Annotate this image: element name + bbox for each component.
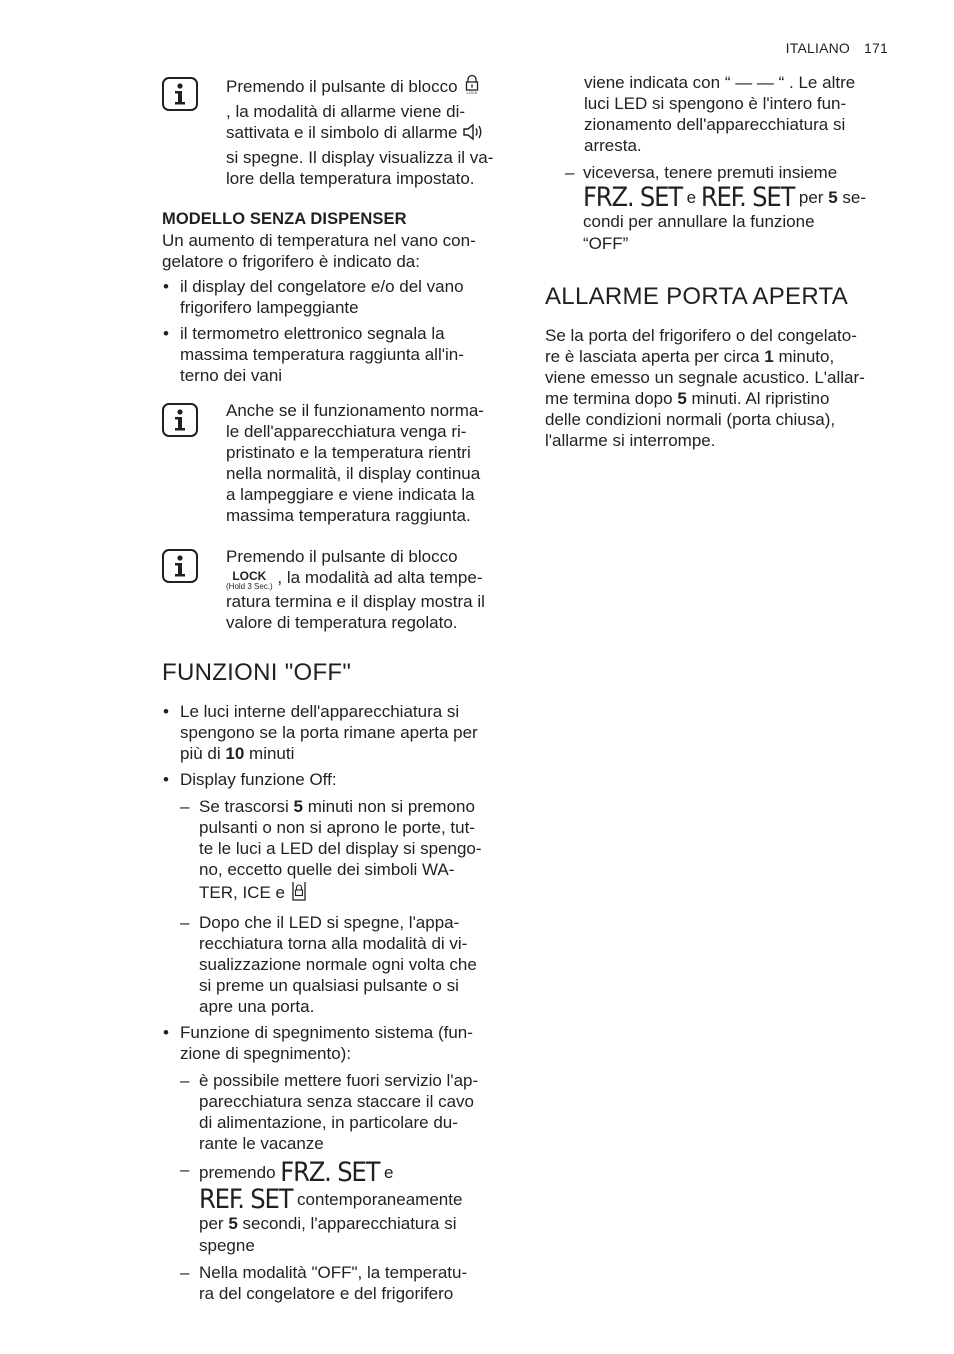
lock-label-subtext: (Hold 3 Sec.)	[226, 582, 273, 591]
sublist-text: rante le vacanze	[199, 1134, 324, 1153]
system-off-sublist	[180, 1070, 514, 1304]
note3-line-c: ratura termina e il display mostra il	[226, 592, 485, 611]
sublist-text: e	[383, 1163, 394, 1182]
door-alarm-paragraph	[545, 325, 900, 451]
number-highlight: 5	[828, 188, 838, 207]
sublist-text: Dopo che il LED si spegne, l'appa-	[199, 913, 460, 932]
info-icon	[162, 77, 198, 111]
number-highlight: 5	[677, 389, 687, 408]
door-text: minuti. Al ripristino	[691, 389, 830, 408]
sublist-item	[180, 912, 514, 1017]
info-icon	[162, 403, 198, 437]
list-item-text: più di	[180, 744, 221, 763]
note1-line-a: Premendo il pulsante di blocco	[226, 77, 458, 96]
sublist-text: ra del congelatore e del frigorifero	[199, 1284, 454, 1303]
sublist-text: parecchiatura senza staccare il cavo	[199, 1092, 474, 1111]
sublist-text: per	[798, 188, 824, 207]
door-text: minuto,	[778, 347, 835, 366]
sublist-text: pulsanti o non si aprono le porte, tut-	[199, 818, 475, 837]
note3-line-d: valore di temperatura regolato.	[226, 613, 458, 632]
info-note-1	[162, 74, 514, 189]
sublist-text: premendo	[199, 1163, 276, 1182]
sublist-text: e	[686, 188, 697, 207]
sublist-text: per	[199, 1214, 224, 1233]
list-item-text: spengono se la porta rimane aperta per	[180, 723, 478, 742]
note2-line: Anche se il funzionamento norma-	[226, 401, 484, 420]
left-column	[162, 74, 514, 1309]
list-item-text: zione di spegnimento):	[180, 1044, 352, 1063]
svg-text:LOCK: LOCK	[466, 90, 478, 95]
ref-set-button-label: REF. SET	[700, 182, 795, 213]
list-item	[162, 323, 514, 386]
list-item	[162, 769, 514, 1017]
sublist-text: spegne	[199, 1236, 255, 1255]
cont-line: zionamento dell'apparecchiatura si	[584, 115, 846, 134]
sublist-item	[180, 1262, 514, 1304]
list-item-text: il display del congelatore e/o del vano	[180, 277, 464, 296]
lock-icon	[462, 74, 482, 101]
note2-line: pristinato e la temperatura rientri	[226, 443, 471, 462]
cont-line: viene indicata con “ — — “ . Le altre	[584, 73, 856, 92]
page-number: 171	[864, 40, 888, 56]
sublist-text: se-	[842, 188, 867, 207]
heading-door-alarm: ALLARME PORTA APERTA	[545, 283, 848, 310]
list-item-text: minuti	[249, 744, 295, 763]
note2-line: massima temperatura raggiunta.	[226, 506, 471, 525]
lock-label-text: LOCK	[232, 569, 267, 583]
sublist-text: è possibile mettere fuori servizio l'ap-	[199, 1071, 479, 1090]
sublist-text: di alimentazione, in particolare du-	[199, 1113, 458, 1132]
sublist-item	[180, 1070, 514, 1154]
list-item-text: Funzione di spegnimento sistema (fun-	[180, 1023, 473, 1042]
sublist-item	[180, 796, 514, 907]
door-text: me termina dopo	[545, 389, 673, 408]
info-note-3	[162, 546, 514, 633]
off-functions-list	[162, 701, 514, 1304]
door-text: viene emesso un segnale acustico. L'allar-	[545, 368, 865, 387]
sublist-text: Se trascorsi	[199, 797, 289, 816]
continued-paragraph	[545, 72, 900, 156]
sublist-text: contemporaneamente	[297, 1190, 463, 1209]
intro-line-1: Un aumento di temperatura nel vano con-	[162, 231, 476, 250]
info-icon	[162, 549, 198, 583]
frz-set-button-label: FRZ. SET	[280, 1157, 380, 1188]
intro-paragraph	[162, 230, 514, 272]
lock-button-label	[226, 570, 273, 591]
note2-line: a lampeggiare e viene indicata la	[226, 485, 475, 504]
header-language: ITALIANO	[785, 40, 851, 56]
reverse-sublist	[563, 162, 900, 255]
note1-line-d: si spegne. Il display visualizza il va-	[226, 148, 494, 167]
heading-functions-off: FUNZIONI "OFF"	[162, 659, 352, 686]
note2-line: le dell'apparecchiatura venga ri-	[226, 422, 467, 441]
list-item-text: massima temperatura raggiunta all'in-	[180, 345, 464, 364]
page-header	[786, 38, 888, 59]
list-item-text: terno dei vani	[180, 366, 283, 385]
frz-set-button-label: FRZ. SET	[583, 182, 682, 213]
sublist-text: minuti non si premono	[307, 797, 475, 816]
list-item	[162, 1022, 514, 1304]
sublist-text: TER, ICE e	[199, 883, 285, 902]
note1-line-e: lore della temperatura impostato.	[226, 169, 475, 188]
sublist-text: secondi, l'apparecchiatura si	[242, 1214, 457, 1233]
list-item-text: Le luci interne dell'apparecchiatura si	[180, 702, 460, 721]
indicators-list	[162, 276, 514, 386]
alarm-sound-icon	[462, 122, 484, 147]
note2-line: nella normalità, il display continua	[226, 464, 481, 483]
sublist-text: recchiatura torna alla modalità di vi-	[199, 934, 468, 953]
ref-set-button-label: REF. SET	[199, 1184, 293, 1215]
sublist-text: “OFF”	[583, 234, 629, 253]
note1-line-c: sattivata e il simbolo di allarme	[226, 123, 458, 142]
sublist-text: sualizzazione normale ogni volta che	[199, 955, 477, 974]
cont-line: arresta.	[584, 136, 642, 155]
list-item-text: Display funzione Off:	[180, 770, 337, 789]
door-text: l'allarme si interrompe.	[545, 431, 716, 450]
sublist-text: condi per annullare la funzione	[583, 212, 815, 231]
sublist-text: viceversa, tenere premuti insieme	[583, 163, 838, 182]
sublist-text: Nella modalità "OFF", la temperatu-	[199, 1263, 468, 1282]
lock-small-icon	[290, 880, 308, 907]
sublist-item	[563, 162, 900, 255]
cont-line: luci LED si spengono è l'intero fun-	[584, 94, 847, 113]
right-column	[545, 72, 900, 451]
note3-line-b: , la modalità ad alta tempe-	[277, 568, 483, 587]
info-note-2	[162, 400, 514, 526]
door-text: delle condizioni normali (porta chiusa),	[545, 410, 836, 429]
sublist-text: no, eccetto quelle dei simboli WA-	[199, 860, 455, 879]
list-item-text: frigorifero lampeggiante	[180, 298, 359, 317]
note3-line-a: Premendo il pulsante di blocco	[226, 547, 458, 566]
sublist-text: te le luci a LED del display si spengo-	[199, 839, 482, 858]
number-highlight: 5	[228, 1214, 238, 1233]
sublist-text: apre una porta.	[199, 997, 315, 1016]
number-highlight: 10	[225, 744, 245, 763]
sublist-text: si preme un qualsiasi pulsante o si	[199, 976, 459, 995]
door-text: re è lasciata aperta per circa	[545, 347, 760, 366]
list-item	[162, 701, 514, 764]
subheading-no-dispenser: MODELLO SENZA DISPENSER	[162, 210, 407, 228]
door-text: Se la porta del frigorifero o del congelato-	[545, 326, 857, 345]
list-item-text: il termometro elettronico segnala la	[180, 324, 445, 343]
note1-line-b: , la modalità di allarme viene di-	[226, 102, 466, 121]
number-highlight: 5	[293, 797, 303, 816]
display-off-sublist	[180, 796, 514, 1017]
sublist-item	[180, 1159, 514, 1257]
number-highlight: 1	[764, 347, 774, 366]
intro-line-2: gelatore o frigorifero è indicato da:	[162, 252, 420, 271]
list-item	[162, 276, 514, 318]
